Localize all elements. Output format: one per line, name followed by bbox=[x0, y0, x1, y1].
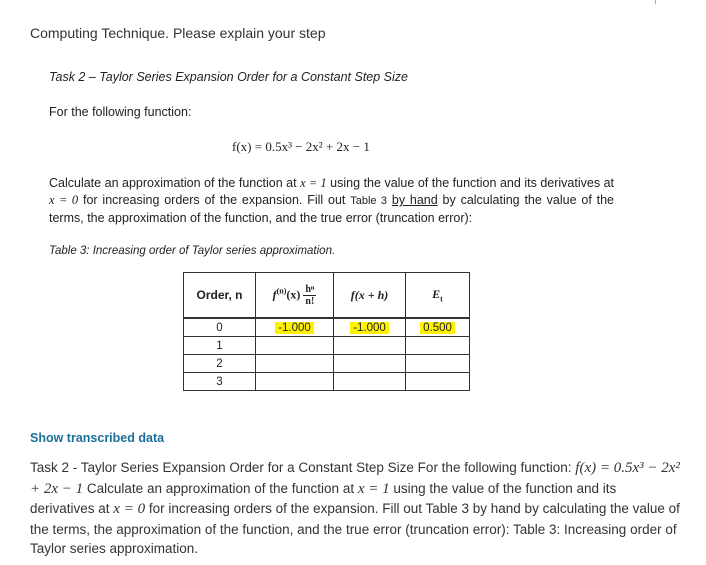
math-x-equals-1: x = 1 bbox=[300, 176, 327, 190]
term-cell bbox=[256, 373, 334, 391]
header-order: Order, n bbox=[184, 273, 256, 319]
term-fraction: $\frac{\text{hⁿ}}{n!}$ bbox=[305, 283, 315, 307]
table-row bbox=[184, 355, 470, 373]
transcript-math-x1: x = 1 bbox=[357, 480, 390, 497]
transcribed-text: Task 2 - Taylor Series Expansion Order for a Constant Step Size For the following function: f(x) = 0.5x³ − 2x² + 2x − 1 Calculate an approximation of the function at x = 1 using the value of the function and its derivatives at x = 0 for increasing orders of the expansion. Fill out Table 3 by hand by calculating the value of the terms, the approximation of the function, and the true error (truncation error): Table 3: Increasing order of Taylor series approximation. bbox=[30, 460, 680, 556]
approx-cell: -1.000 bbox=[334, 318, 406, 337]
taylor-series-table bbox=[183, 272, 470, 391]
task-instructions bbox=[49, 175, 614, 227]
error-cell bbox=[406, 337, 470, 355]
corner-divider bbox=[655, 0, 656, 4]
order-cell: 2 bbox=[184, 355, 256, 373]
table-reference: Table 3 bbox=[350, 195, 388, 207]
instructions-text-3: for increasing orders of the expansion. Fill out bbox=[78, 193, 351, 207]
function-formula: f(x) = 0.5x³ − 2x² + 2x − 1 bbox=[232, 139, 370, 154]
math-x-equals-0: x = 0 bbox=[49, 193, 79, 207]
header-true-error: $E_t$ bbox=[406, 273, 470, 319]
error-cell bbox=[406, 355, 470, 373]
table-row bbox=[184, 337, 470, 355]
header-term: $f^{(n)}(x)$ $\frac{\text{hⁿ}}{n!}$ bbox=[256, 273, 334, 319]
term-cell bbox=[256, 355, 334, 373]
term-cell: -1.000 bbox=[256, 318, 334, 337]
order-cell: 1 bbox=[184, 337, 256, 355]
instructions-text-4: by calculating the value of the terms, the approximation of the function, and the true error (truncation error): bbox=[49, 193, 614, 225]
table-row bbox=[184, 318, 470, 337]
error-cell bbox=[406, 373, 470, 391]
instructions-text-2: using the value of the function and its derivatives at bbox=[326, 176, 615, 190]
header-approximation: f(x + h) bbox=[334, 273, 406, 319]
show-transcribed-data-link[interactable]: Show transcribed data bbox=[30, 431, 165, 445]
for-function-label: For the following function: bbox=[49, 105, 192, 119]
approx-cell bbox=[334, 355, 406, 373]
task-title: Task 2 – Taylor Series Expansion Order for a Constant Step Size bbox=[49, 70, 408, 84]
error-cell: 0.500 bbox=[406, 318, 470, 337]
order-cell: 0 bbox=[184, 318, 256, 337]
term-cell bbox=[256, 337, 334, 355]
question-header: Computing Technique. Please explain your step bbox=[30, 25, 326, 41]
transcript-math-x0: x = 0 bbox=[113, 501, 146, 517]
by-hand-emphasis: by hand bbox=[391, 193, 438, 207]
transcript-math-formula: f(x) = 0.5x³ − 2x² + 2x − 1 bbox=[30, 460, 680, 497]
table-row bbox=[184, 373, 470, 391]
instructions-text-1: Calculate an approximation of the function at bbox=[49, 176, 301, 190]
approx-cell bbox=[334, 337, 406, 355]
table-caption: Table 3: Increasing order of Taylor series approximation. bbox=[49, 245, 336, 257]
approx-cell bbox=[334, 373, 406, 391]
order-cell: 3 bbox=[184, 373, 256, 391]
